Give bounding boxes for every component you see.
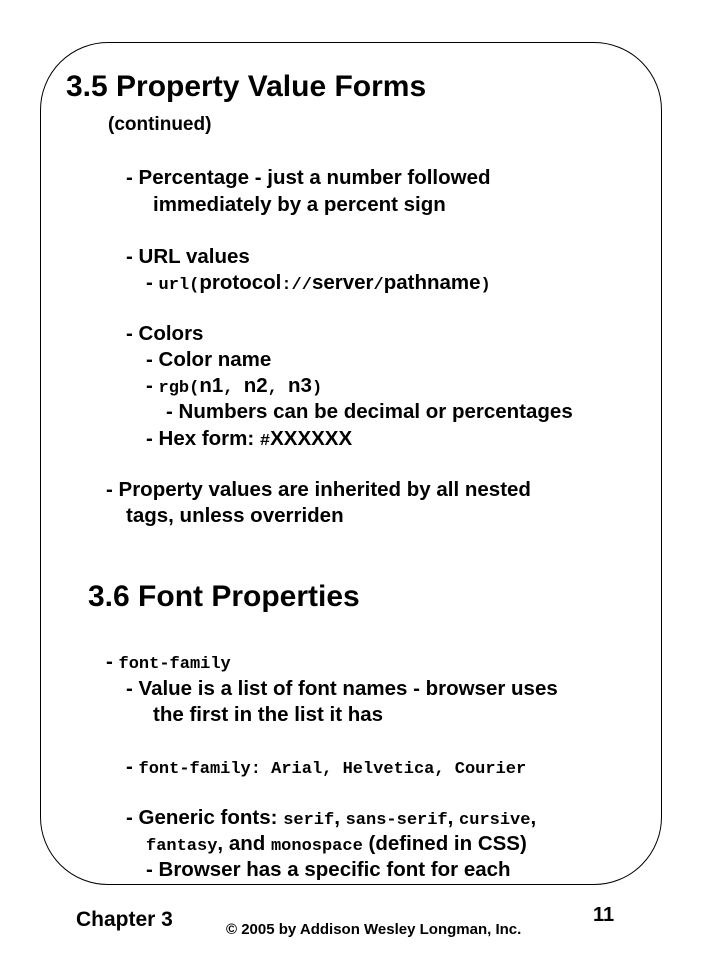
rgb-close: )	[311, 379, 323, 398]
url-heading: - URL values	[126, 245, 250, 268]
rgb-n1: n1	[199, 374, 224, 397]
example-code: font-family: Arial, Helvetica, Courier	[138, 760, 527, 779]
generic-fonts-line-1	[126, 806, 536, 833]
percentage-line-2: immediately by a percent sign	[153, 193, 446, 216]
url-code-open: url(	[158, 276, 200, 295]
rgb-n3: n3	[288, 374, 312, 397]
generic-fantasy: fantasy	[146, 837, 218, 856]
url-pathname: pathname	[383, 271, 481, 294]
rgb-comma-2: ,	[267, 379, 289, 398]
rgb-open: rgb(	[158, 379, 200, 398]
colors-heading: - Colors	[126, 322, 204, 345]
font-family-value-line-1: - Value is a list of font names - browser uses	[126, 677, 558, 700]
generic-comma-2: ,	[447, 806, 460, 829]
generic-sans-serif: sans-serif	[345, 811, 448, 830]
url-sep-2: /	[373, 276, 384, 295]
generic-comma-3: ,	[530, 806, 537, 829]
generic-label: - Generic fonts:	[126, 806, 284, 829]
generic-fonts-line-2	[146, 832, 527, 859]
rgb-syntax-line	[146, 374, 322, 401]
footer-chapter: Chapter 3	[76, 908, 173, 931]
inherit-line-2: tags, unless overriden	[126, 504, 344, 527]
footer-page-number: 11	[593, 904, 615, 926]
inherit-line-1: - Property values are inherited by all nested	[106, 478, 531, 501]
percentage-line-1: - Percentage - just a number followed	[126, 166, 491, 189]
url-syntax-line	[146, 271, 491, 298]
url-protocol: protocol	[199, 271, 282, 294]
rgb-comma-1: ,	[223, 379, 244, 398]
url-sep-1: ://	[281, 276, 312, 295]
url-server: server	[311, 271, 374, 294]
continued-label: (continued)	[108, 114, 212, 135]
rgb-dash: -	[146, 374, 159, 397]
section-title-3-6: 3.6 Font Properties	[88, 580, 360, 613]
generic-and: , and	[217, 832, 271, 855]
browser-note: - Browser has a specific font for each	[146, 858, 511, 881]
hex-hash: #	[259, 432, 271, 451]
hex-form-line	[146, 427, 352, 454]
font-family-item	[106, 650, 231, 677]
hex-value: XXXXXX	[270, 427, 353, 450]
generic-defined: (defined in CSS)	[362, 832, 527, 855]
numbers-note: - Numbers can be decimal or percentages	[166, 400, 573, 423]
font-family-dash: -	[106, 650, 119, 673]
font-family-example	[126, 755, 526, 782]
generic-serif: serif	[283, 811, 335, 830]
font-family-value-line-2: the first in the list it has	[153, 703, 384, 726]
example-dash: -	[126, 755, 139, 778]
section-title-3-5: 3.5 Property Value Forms	[66, 70, 427, 103]
rgb-n2: n2	[243, 374, 268, 397]
url-code-close: )	[480, 276, 491, 295]
color-name-line: - Color name	[146, 348, 272, 371]
hex-label: - Hex form:	[146, 427, 260, 450]
font-family-code: font-family	[118, 655, 231, 674]
generic-monospace: monospace	[270, 837, 363, 856]
generic-comma-1: ,	[334, 806, 346, 829]
footer-copyright: © 2005 by Addison Wesley Longman, Inc.	[226, 921, 522, 938]
url-dash: -	[146, 271, 159, 294]
generic-cursive: cursive	[459, 811, 531, 830]
